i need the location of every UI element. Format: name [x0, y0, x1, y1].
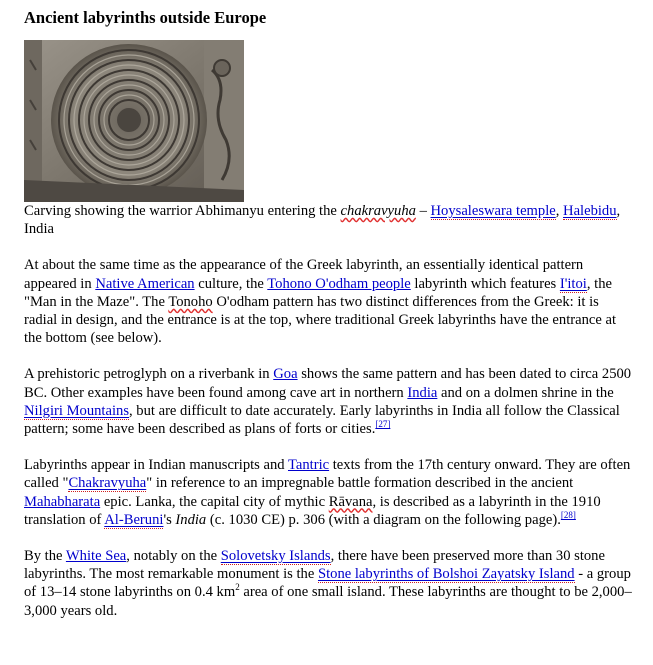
- caption-text: Carving showing the warrior Abhimanyu entering the: [24, 203, 341, 219]
- text: labyrinth which features: [410, 275, 560, 292]
- text: " in reference to an impregnable battle formation described in the ancient: [146, 475, 574, 492]
- reference-28: [561, 510, 576, 520]
- text: A prehistoric petroglyph on a riverbank in: [24, 366, 274, 383]
- reference-link-28[interactable]: [28]: [560, 509, 576, 520]
- link-nilgiri-mountains[interactable]: Nilgiri Mountains: [24, 402, 129, 419]
- misspelled-tonoho: Tonoho: [168, 293, 213, 310]
- text: By the: [24, 548, 66, 565]
- link-solovetsky-islands[interactable]: Solovetsky Islands: [220, 548, 331, 565]
- text: , there have been preserved more than 30 stone labyrinths. The most remarkable monument is the: [24, 548, 605, 583]
- link-mahabharata[interactable]: Mahabharata: [24, 493, 101, 510]
- link-bolshoi-zayatsky[interactable]: Stone labyrinths of Bolshoi Zayatsky Island: [317, 566, 575, 583]
- paragraph-white-sea: [24, 547, 633, 620]
- text: epic. Lanka, the capital city of mythic: [100, 493, 329, 510]
- paragraph-manuscripts: [24, 456, 633, 529]
- reference-link-27[interactable]: [27]: [375, 419, 391, 430]
- link-india[interactable]: India: [407, 384, 438, 401]
- paragraph-native-american: [24, 256, 633, 347]
- misspelled-ravana: Rāvana: [328, 493, 373, 510]
- text: - a group of 13–14 stone labyrinths on 0.4 km: [24, 566, 631, 601]
- text: , the "Man in the Maze". The: [24, 275, 612, 310]
- link-chakravyuha[interactable]: Chakravyuha: [68, 475, 147, 492]
- caption-end: , India: [24, 203, 621, 238]
- text: 's: [163, 511, 176, 528]
- link-tantric[interactable]: Tantric: [287, 457, 330, 474]
- caption-chakravyuha: chakravyuha: [340, 203, 416, 219]
- india-book-title: India: [175, 511, 207, 528]
- text: and on a dolmen shrine in the: [437, 384, 614, 401]
- text: , is described as a labyrinth in the 1910 translation of: [24, 493, 601, 528]
- figure-caption: [24, 202, 633, 238]
- superscript-2: 2: [235, 582, 240, 593]
- link-halebidu[interactable]: Halebidu: [563, 203, 617, 219]
- text: , notably on the: [126, 548, 221, 565]
- link-iitoi[interactable]: I'itoi: [559, 275, 587, 292]
- text: area of one small island. These labyrinths are thought to be 2,000–3,000 years old.: [24, 584, 632, 619]
- section-heading: Ancient labyrinths outside Europe: [24, 8, 267, 27]
- caption-dash: –: [415, 203, 431, 219]
- text: (c. 1030 CE) p. 306 (with a diagram on the following page).: [206, 511, 561, 528]
- text: O'odham pattern has two distinct differences from the Greek: it is radial in design, and the entrance is at the top, where traditional Greek labyrinths have the entrance at the bottom (see below).: [24, 293, 617, 347]
- link-goa[interactable]: Goa: [273, 366, 298, 383]
- reference-27: [375, 419, 390, 429]
- paragraph-goa: [24, 365, 633, 438]
- link-white-sea[interactable]: White Sea: [65, 548, 127, 565]
- link-hoysaleswara-temple[interactable]: Hoysaleswara temple: [430, 203, 556, 219]
- link-al-beruni[interactable]: Al-Beruni: [104, 511, 164, 528]
- chakravyuha-carving-image: [24, 40, 244, 202]
- text: At about the same time as the appearance of the Greek labyrinth, an essentially identical pattern appeared in: [24, 257, 584, 292]
- link-tohono-oodham[interactable]: Tohono O'odham people: [267, 275, 411, 292]
- text: , but are difficult to date accurately. Early labyrinths in India all follow the Classical pattern; some have been described as plans of forts or cities.: [24, 402, 620, 438]
- text: shows the same pattern and has been dated to circa 2500 BC. Other examples have been found among cave art in northern: [24, 366, 632, 401]
- text: texts from the 17th century onward. They are often called ": [24, 457, 631, 492]
- link-native-american[interactable]: Native American: [95, 275, 195, 292]
- caption-comma: ,: [555, 203, 564, 219]
- text: culture, the: [194, 275, 268, 292]
- text: Labyrinths appear in Indian manuscripts and: [24, 457, 288, 474]
